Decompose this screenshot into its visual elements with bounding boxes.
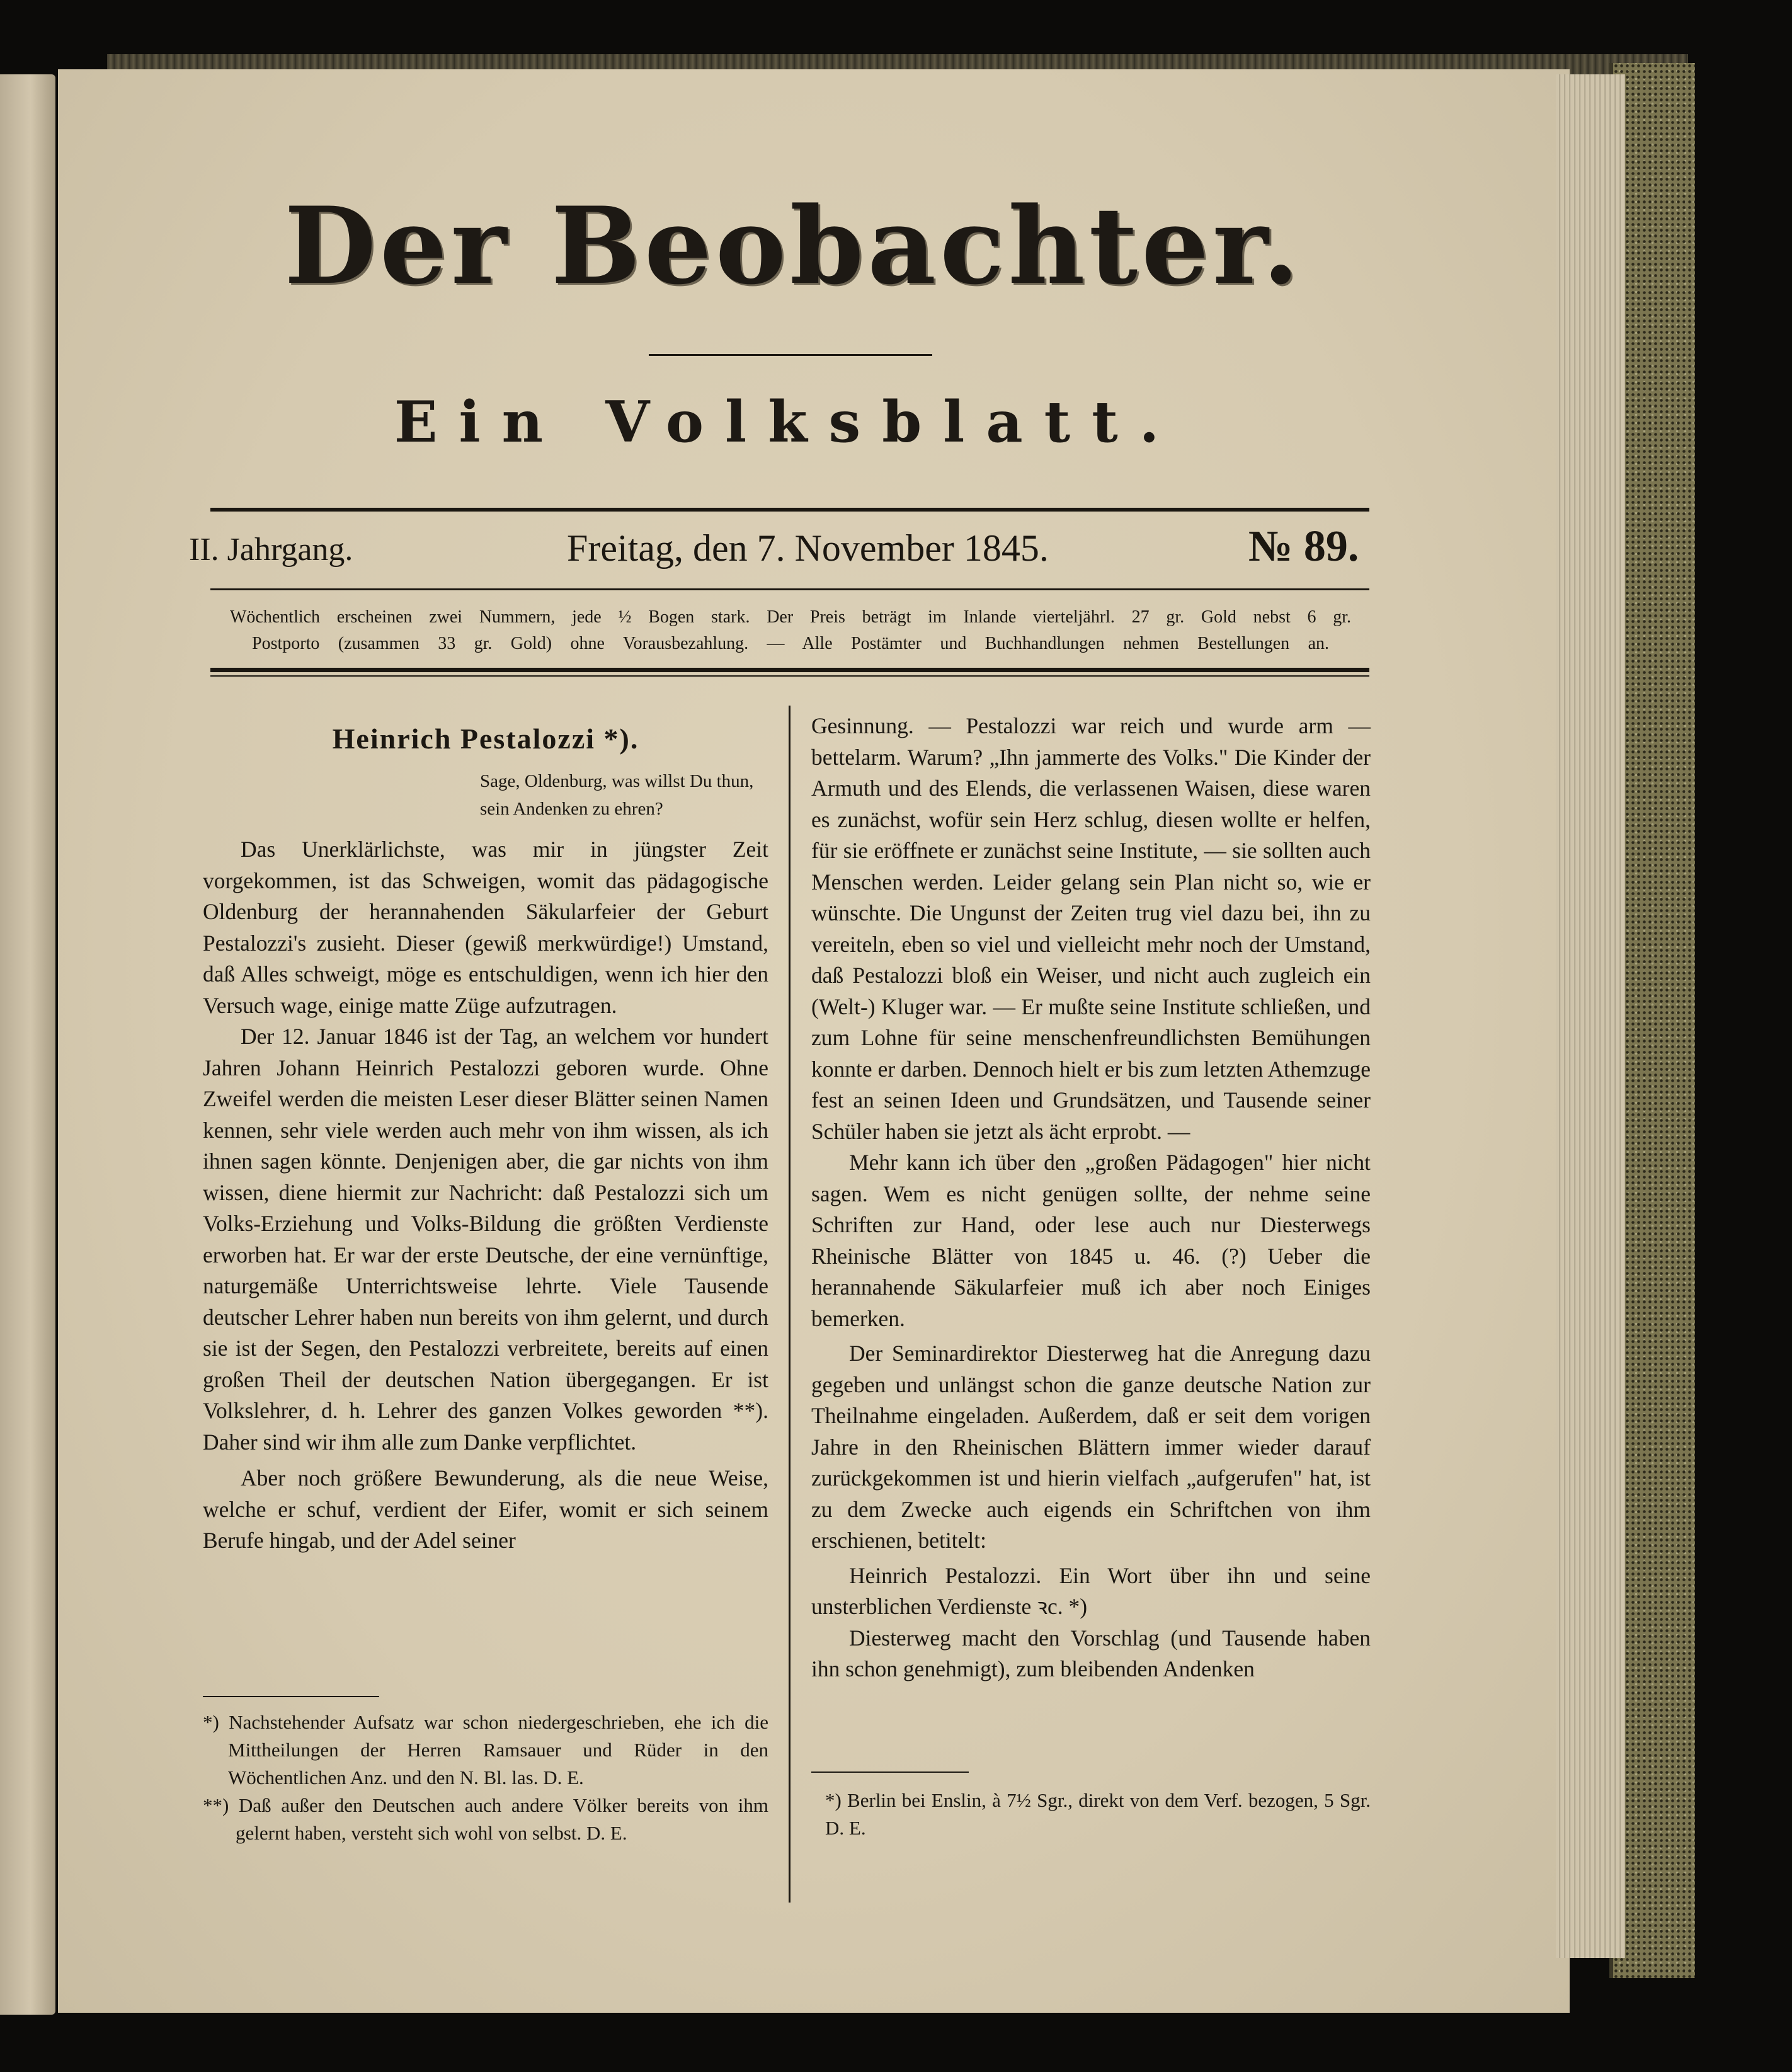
volume-label: II. Jahrgang. (189, 532, 353, 568)
issue-number: № 89. (1248, 522, 1359, 571)
left-footnotes (203, 1709, 768, 1847)
dateline-top-rule (210, 508, 1369, 512)
header-bottom-rule (210, 668, 1369, 672)
masthead-subtitle: Ein Volksblatt. (394, 389, 1181, 455)
right-column (811, 711, 1371, 1685)
article-epigraph: Sage, Oldenburg, was willst Du thun, sein Andenken zu ehren? (480, 771, 754, 819)
dateline-bottom-rule (210, 588, 1369, 590)
left-footnote-2: **) Daß außer den Deutschen auch andere Völker bereits von ihm gelernt haben, versteht sich wohl von selbst. D. E. (203, 1794, 768, 1844)
page-stack-edge (1556, 74, 1625, 1958)
issue-date: Freitag, den 7. November 1845. (567, 527, 1049, 569)
right-footnote: *) Berlin bei Enslin, à 7½ Sgr., direkt von dem Verf. bezogen, 5 Sgr. D. E. (825, 1789, 1371, 1839)
left-column (203, 711, 768, 1557)
right-paragraph-1: Gesinnung. — Pestalozzi war reich und wurde arm — bettelarm. Warum? „Ihn jammerte des Volks." Die Kinder der Armuth und des Elends, die verlassenen Waisen, diese waren es zunächst, wofür sein Herz schlug, diesen wollte er helfen, für sie eröffnete er zunächst seine Institute, — sie sollten auch Menschen werden. Leider gelang sein Plan nicht so, wie er wünschte. Die Ungunst der Zeiten trug viel dazu bei, ihn zu vereiteln, eben so viel und vielleicht mehr noch der Umstand, daß Pestalozzi bloß ein Weiser, und nicht auch zugleich ein (Welt-) Kluger war. — Er mußte seine Institute schließen, und zum Lohne für seine menschenfreundlichsten Bemühungen konnte er darben. Dennoch hielt er bis zum letzten Athemzuge fest an seinen Ideen und Grundsätzen, und Tausende seiner Schüler haben sie jetzt als ächt erprobt. — (811, 713, 1371, 1144)
right-paragraph-2: Mehr kann ich über den „großen Pädagogen" hier nicht sagen. Wem es nicht genügen sollte, der nehme seine Schriften zur Hand, oder lese auch nur Diesterwegs Rheinische Blätter von 1845 u. 46. (?) Ueber die herannahende Säkularfeier muß ich aber noch Einiges bemerken. (811, 1150, 1371, 1331)
header-bottom-rule-thin (210, 675, 1369, 677)
right-paragraph-4: Heinrich Pestalozzi. Ein Wort über ihn und seine unsterblichen Verdienste ꝛc. *) (811, 1562, 1371, 1619)
left-footnote-rule (203, 1696, 379, 1697)
subscription-line-1: Wöchentlich erscheinen zwei Nummern, jede ½ Bogen stark. Der Preis beträgt im Inlande vierteljährl. 27 gr. Gold nebst 6 gr. (230, 607, 1351, 627)
masthead-divider (649, 354, 932, 356)
left-paragraph-3: Aber noch größere Bewunderung, als die neue Weise, welche er schuf, verdient der Eifer, womit er sich seinem Berufe hingab, und der Adel seiner (203, 1465, 768, 1553)
left-paragraph-2: Der 12. Januar 1846 ist der Tag, an welchem vor hundert Jahren Johann Heinrich Pestalozzi geboren wurde. Ohne Zweifel werden die meisten Leser dieser Blätter seinen Namen kennen, sehr viele werden auch mehr von ihm wissen, als ich ihnen sagen könnte. Denjenigen aber, die gar nichts von ihm wissen, diene hiermit zur Nachricht: daß Pestalozzi sich um Volks-Erziehung und Volks-Bildung die größten Verdienste erworben hat. Er war der erste Deutsche, der eine vernünftige, naturgemäße Unterrichtsweise lehrte. Viele Tausende deutscher Lehrer haben nun bereits von ihm gelernt, und durch sie ist der Segen, den Pestalozzi verbreitete, bereits auf einen großen Theil der deutschen Nation übergegangen. Er ist Volkslehrer, d. h. Lehrer des ganzen Volkes geworden **). Daher sind wir ihm alle zum Danke verpflichtet. (203, 1024, 768, 1455)
article-heading: Heinrich Pestalozzi *). (332, 723, 639, 755)
masthead-title: Der Beobachter. (284, 183, 1303, 308)
right-paragraph-3: Der Seminardirektor Diesterweg hat die Anregung dazu gegeben und unlängst schon die ganze deutsche Nation zur Theilnahme eingeladen. Außerdem, daß er seit dem vorigen Jahre in den Rheinischen Blättern immer wieder darauf zurückgekommen ist und hierin vielfach „aufgerufen" hat, ist zu dem Zwecke auch eigends ein Schriftchen von ihm erschienen, betitelt: (811, 1341, 1371, 1553)
right-footnote-rule (811, 1772, 969, 1773)
right-paragraph-5: Diesterweg macht den Vorschlag (und Tausende haben ihn schon genehmigt), zum bleibenden Andenken (811, 1625, 1371, 1681)
column-divider (789, 706, 790, 1903)
left-paragraph-1: Das Unerklärlichste, was mir in jüngster Zeit vorgekommen, ist das Schweigen, womit das pädagogische Oldenburg der herannahenden Säkularfeier der Geburt Pestalozzi's zusieht. Dieser (gewiß merkwürdige!) Umstand, daß Alles schweigt, möge es entschuldigen, wenn ich hier den Versuch wage, einige matte Züge aufzutragen. (203, 837, 768, 1018)
subscription-line-2: Postporto (zusammen 33 gr. Gold) ohne Vorausbezahlung. — Alle Postämter und Buchhandlungen nehmen Bestellungen an. (252, 634, 1329, 653)
left-footnote-1: *) Nachstehender Aufsatz war schon niedergeschrieben, ehe ich die Mittheilungen der Herren Ramsauer und Rüder in den Wöchentlichen Anz. und den N. Bl. las. D. E. (203, 1711, 768, 1789)
facing-page-edge (0, 74, 55, 2015)
